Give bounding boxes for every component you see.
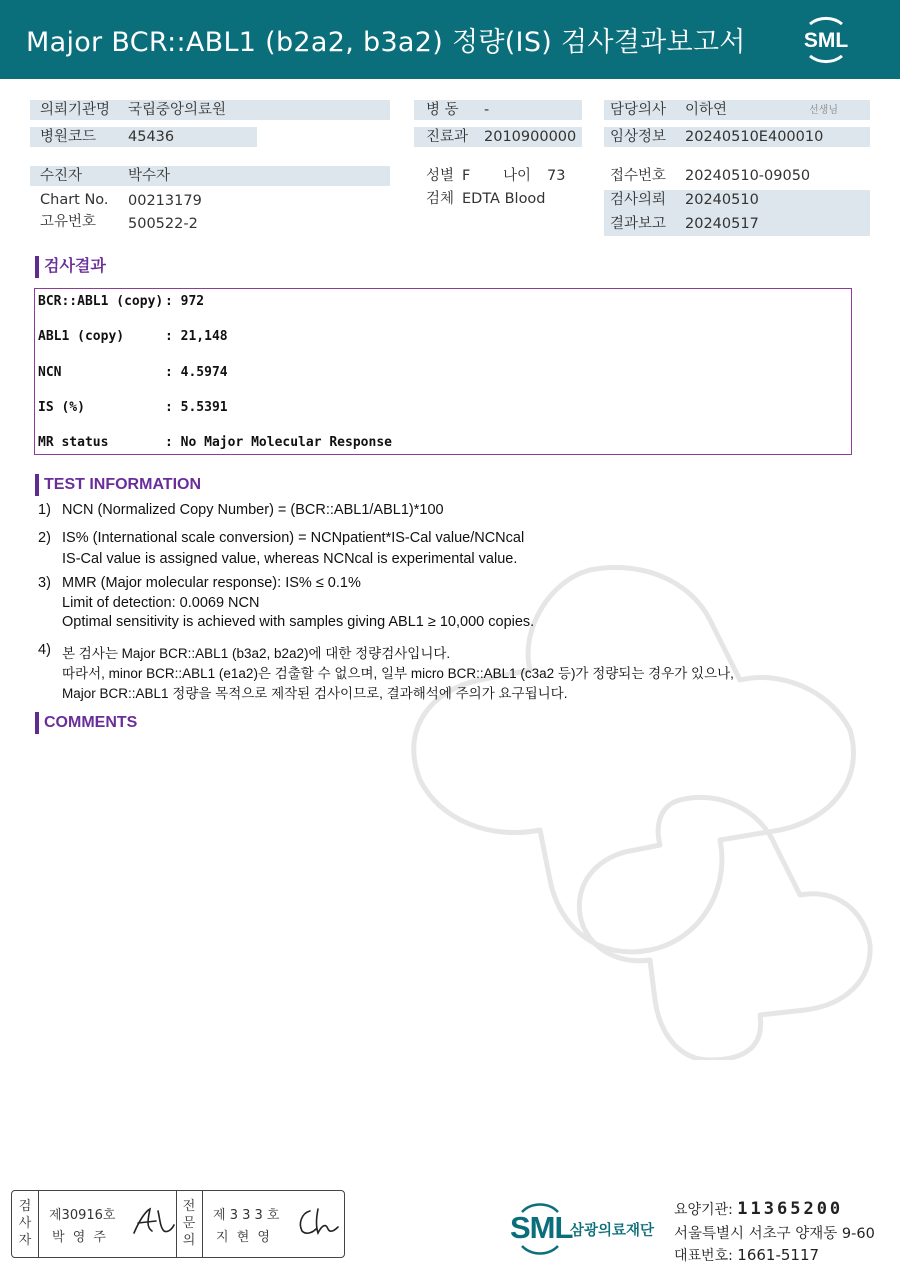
result-row: ABL1 (copy) : 21,148: [38, 329, 228, 344]
specialist-signature-icon: [294, 1205, 340, 1239]
sml-logo-icon: [796, 14, 856, 64]
test-info-number: 2): [38, 530, 51, 546]
result-row: MR status : No Major Molecular Response: [38, 435, 392, 450]
result-row: BCR::ABL1 (copy) : 972: [38, 294, 205, 309]
doctor-label: 담당의사: [610, 102, 667, 118]
sex-value: F: [462, 168, 471, 184]
ward-value: -: [484, 102, 490, 118]
test-info-line: Major BCR::ABL1 정량을 목적으로 제작된 검사이므로, 결과해석에 주의가 요구됩니다.: [62, 686, 568, 701]
clinical-value: 20240510E400010: [685, 129, 824, 145]
svg-text:SML: SML: [803, 29, 849, 52]
examiner-name: 박 영 주: [52, 1230, 108, 1245]
footer-phone: 대표번호: 1661-5117: [674, 1246, 820, 1264]
doctor-value: 이하연: [685, 102, 728, 118]
specimen-label: 검체: [426, 191, 455, 207]
comments-section-title: COMMENTS: [35, 712, 137, 734]
age-value: 73: [547, 168, 566, 184]
report-title: Major BCR::ABL1 (b2a2, b3a2) 정량(IS) 검사결과보고서: [26, 27, 746, 58]
test-info-line: IS-Cal value is assigned value, whereas NCNcal is experimental value.: [62, 551, 518, 567]
result-row: IS (%) : 5.5391: [38, 400, 228, 415]
specialist-name: 지 현 영: [216, 1230, 272, 1245]
divider: [38, 1191, 39, 1257]
test-info-section-title: TEST INFORMATION: [35, 474, 201, 496]
dept-value: 2010900000: [484, 129, 577, 145]
patient-value: 박수자: [128, 168, 171, 184]
patient-label: 수진자: [40, 168, 83, 184]
sex-label: 성별: [426, 168, 455, 184]
examiner-label: 검 사 자: [18, 1199, 32, 1248]
results-box: [34, 288, 852, 455]
institution-label: 의뢰기관명: [40, 102, 111, 118]
test-info-line: MMR (Major molecular response): IS% ≤ 0.1%: [62, 575, 361, 591]
care-code: 요양기관: 11365200: [674, 1199, 844, 1219]
result-row: NCN : 4.5974: [38, 365, 228, 380]
request-value: 20240510: [685, 192, 759, 208]
receipt-value: 20240510-09050: [685, 168, 811, 184]
hospital-code-value: 45436: [128, 129, 175, 145]
chart-label: Chart No.: [40, 192, 109, 208]
age-label: 나이: [503, 168, 532, 184]
test-info-line: Limit of detection: 0.0069 NCN: [62, 595, 260, 611]
results-section-title: 검사결과: [35, 256, 106, 278]
report-date-value: 20240517: [685, 216, 759, 232]
test-info-line: 따라서, minor BCR::ABL1 (e1a2)은 검출할 수 없으며, 일부 micro BCR::ABL1 (c3a2 등)가 정량되는 경우가 있으나,: [62, 666, 734, 681]
test-info-line: 본 검사는 Major BCR::ABL1 (b3a2, b2a2)에 대한 정량검사입니다.: [62, 646, 451, 661]
footer-org-name: 삼광의료재단: [570, 1223, 655, 1239]
footer-sml-text: SML: [510, 1210, 573, 1245]
ward-label: 병 동: [426, 102, 459, 118]
doctor-suffix: 선생님: [809, 105, 838, 116]
id-label: 고유번호: [40, 214, 97, 230]
specialist-license: 제 3 3 3 호: [213, 1208, 280, 1223]
specimen-value: EDTA Blood: [462, 191, 546, 207]
test-info-line: NCN (Normalized Copy Number) = (BCR::ABL1/ABL1)*100: [62, 502, 444, 518]
signature-box: [11, 1190, 345, 1258]
request-label: 검사의뢰: [610, 192, 667, 208]
test-info-line: Optimal sensitivity is achieved with samples giving ABL1 ≥ 10,000 copies.: [62, 614, 535, 630]
divider: [202, 1191, 203, 1257]
test-info-number: 4): [38, 642, 51, 658]
examiner-signature-icon: [130, 1205, 176, 1239]
dept-label: 진료과: [426, 129, 469, 145]
footer-address: 서울특별시 서초구 양재동 9-60: [674, 1226, 875, 1242]
clinical-label: 임상정보: [610, 129, 667, 145]
receipt-label: 접수번호: [610, 168, 667, 184]
divider: [176, 1191, 177, 1257]
institution-value: 국립중앙의료원: [128, 102, 227, 118]
hospital-code-label: 병원코드: [40, 129, 97, 145]
test-info-number: 3): [38, 575, 51, 591]
specialist-label: 전 문 의: [182, 1199, 196, 1248]
id-value: 500522-2: [128, 216, 198, 232]
test-info-number: 1): [38, 502, 51, 518]
patient-bar: [30, 166, 390, 186]
report-header: [0, 0, 900, 79]
examiner-license: 제30916호: [49, 1208, 116, 1223]
report-date-label: 결과보고: [610, 216, 667, 232]
chart-value: 00213179: [128, 193, 202, 209]
test-info-line: IS% (International scale conversion) = NCNpatient*IS-Cal value/NCNcal: [62, 530, 525, 546]
